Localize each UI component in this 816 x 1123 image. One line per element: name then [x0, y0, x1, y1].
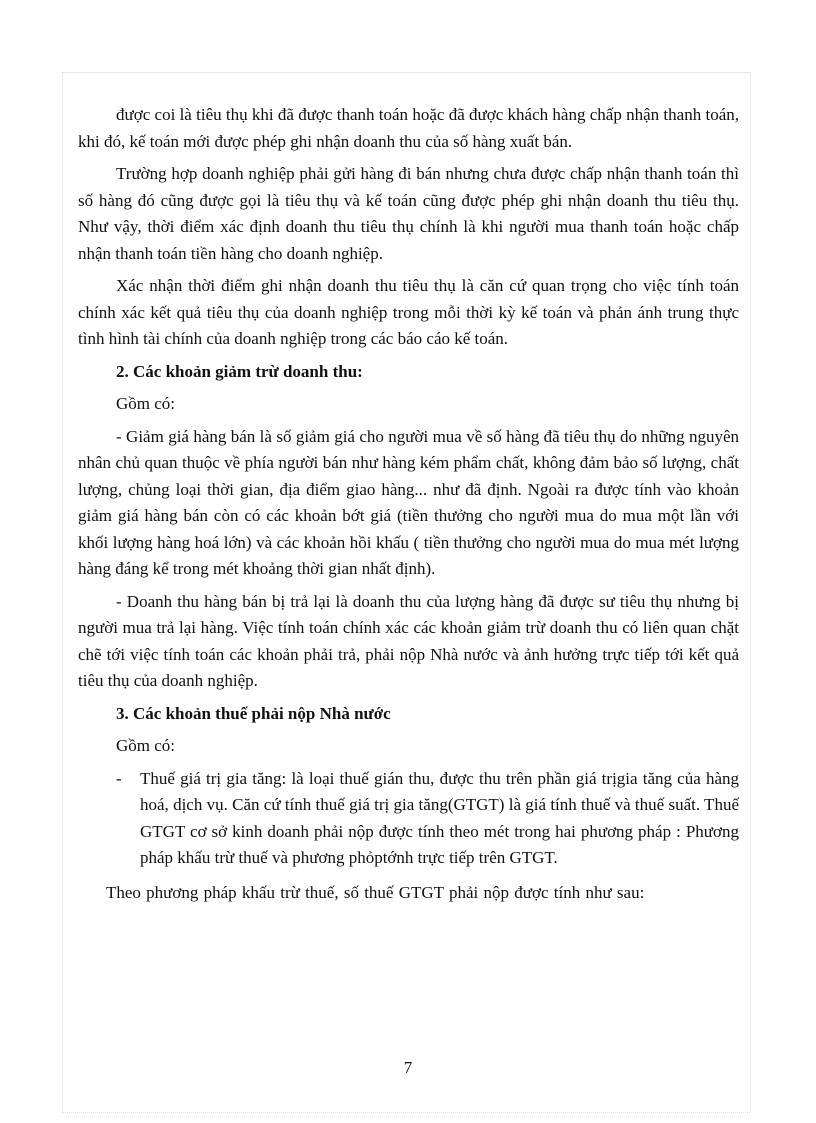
- section-heading-taxes-payable: 3. Các khoản thuế phải nộp Nhà nước: [116, 703, 391, 723]
- page-border-left: [62, 72, 63, 1112]
- paragraph-revenue-recognition: được coi là tiêu thụ khi đã được thanh toán hoặc đã được khách hàng chấp nhận thanh toán, khi đó, kế toán mới được phép ghi nhận doanh thu của số hàng xuất bán.: [78, 105, 739, 151]
- paragraph-sales-returns: - Doanh thu hàng bán bị trả lại là doanh thu của lượng hàng đã được sư tiêu thụ nhưng bị người mua trả lại hàng. Việc tính toán chính xác các khoản giảm trừ doanh thu có liên quan chặt chẽ tới việc tính toán các khoản phải trả, phải nộp Nhà nước và ảnh hưởng trực tiếp tới kết quả tiêu thụ của doanh nghiệp.: [78, 591, 739, 690]
- subheading-includes-2: Gồm có:: [116, 736, 176, 755]
- paragraph-recognition-importance: Xác nhận thời điểm ghi nhận doanh thu tiêu thụ là căn cứ quan trọng cho việc tính toán chính xác kết quả tiêu thụ của doanh nghiệp trong mỗi thời kỳ kế toán và phản ánh trung thực tình hình tài chính của doanh nghiệp trong các báo cáo kế toán.: [78, 276, 739, 348]
- list-bullet: -: [116, 768, 122, 788]
- paragraph-consignment-case: Trường hợp doanh nghiệp phải gửi hàng đi bán nhưng chưa được chấp nhận thanh toán thì số hàng đó cũng được gọi là tiêu thụ và kế toán cũng được phép ghi nhận doanh thu tiêu thụ. Như vậy, thời điểm xác định doanh thu tiêu thụ chính là khi người mua thanh toán hoặc chấp nhận thanh toán tiền hàng cho doanh nghiệp.: [78, 164, 739, 263]
- document-body: [78, 102, 739, 912]
- page-border-right: [750, 72, 751, 1112]
- page-number: 7: [403, 1058, 413, 1077]
- tax-list: [78, 766, 739, 872]
- subheading-includes-1: Gồm có:: [116, 394, 176, 413]
- page-border-top: [62, 72, 750, 73]
- paragraph-sales-discounts: - Giảm giá hàng bán là số giảm giá cho người mua về số hàng đã tiêu thụ do những nguyên nhân chủ quan thuộc về phía người bán như hàng kém phẩm chất, không đảm bảo số lượng, chất lượng, chủng loại thời gian, địa điểm giao hàng... như đã định. Ngoài ra được tính vào khoản giảm giá hàng bán còn có các khoản bớt giá (tiền thưởng cho người mua do mua một lần với khối lượng hàng hoá lớn) và các khoản hồi khấu ( tiền thưởng cho người mua do mua mét lượng hàng đáng kể trong mét khoảng thời gian nhất định).: [78, 426, 739, 578]
- paragraph-vat-calculation: Theo phương pháp khấu trừ thuế, số thuế GTGT phải nộp được tính như sau:: [106, 882, 645, 902]
- page-border-bottom: [62, 1112, 750, 1113]
- section-heading-revenue-deductions: 2. Các khoản giảm trừ doanh thu:: [116, 361, 363, 381]
- list-item-vat: Thuế giá trị gia tăng: là loại thuế gián thu, được thu trên phần giá trịgia tăng của hàng hoá, dịch vụ. Căn cứ tính thuế giá trị gia tăng(GTGT) là giá tính thuế và thuế suất. Thuế GTGT cơ sở kinh doanh phải nộp được tính theo mét trong hai phương pháp : Phương pháp khấu trừ thuế và phương phỏptớnh trực tiếp trên GTGT.: [140, 768, 739, 867]
